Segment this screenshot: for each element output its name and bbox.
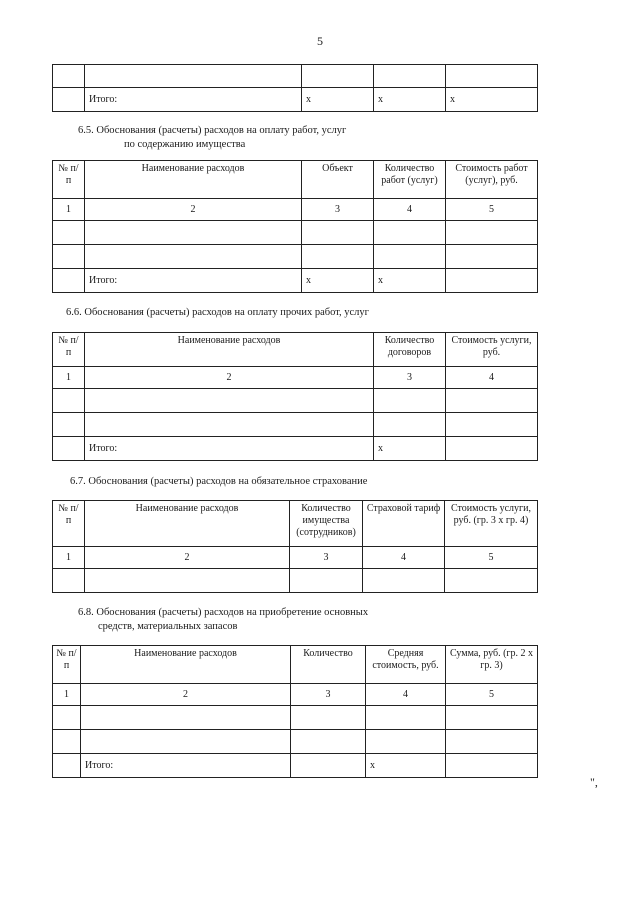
table-row	[53, 245, 538, 269]
table-header-row	[53, 333, 538, 367]
table-row	[53, 221, 538, 245]
header-cell: № п/п	[53, 333, 85, 367]
total-label: Итого:	[85, 88, 302, 112]
table-6-7	[52, 500, 538, 593]
total-mark: x	[302, 269, 374, 293]
total-mark: x	[374, 437, 446, 461]
total-label: Итого:	[85, 269, 302, 293]
column-number-row: 1 2 3 4 5	[53, 547, 538, 569]
header-cell: Наименование расходов	[85, 501, 290, 547]
total-label: Итого:	[81, 754, 291, 778]
header-cell: Объект	[302, 161, 374, 199]
table-row	[53, 706, 538, 730]
table-6-6	[52, 332, 538, 461]
section-6-7-heading: 6.7. Обоснования (расчеты) расходов на обязательное страхование	[70, 476, 368, 487]
table-6-5	[52, 160, 538, 293]
header-cell: Наименование расходов	[85, 161, 302, 199]
table-row	[53, 730, 538, 754]
table-row	[53, 389, 538, 413]
table-row	[53, 65, 538, 88]
header-cell: № п/п	[53, 501, 85, 547]
table-total-row	[53, 269, 538, 293]
header-cell: Стоимость услуги, руб.	[446, 333, 538, 367]
header-cell: Количество работ (услуг)	[374, 161, 446, 199]
header-cell: Наименование расходов	[81, 646, 291, 684]
table-header-row	[53, 501, 538, 547]
total-label: Итого:	[85, 437, 374, 461]
header-cell: № п/п	[53, 646, 81, 684]
header-cell: Страховой тариф	[363, 501, 445, 547]
header-cell: Стоимость работ (услуг), руб.	[446, 161, 538, 199]
column-number-row: 1 2 3 4 5	[53, 684, 538, 706]
header-cell: Наименование расходов	[85, 333, 374, 367]
section-6-6-heading: 6.6. Обоснования (расчеты) расходов на оплату прочих работ, услуг	[66, 307, 369, 318]
column-number-row: 1 2 3 4 5	[53, 199, 538, 221]
table-header-row	[53, 161, 538, 199]
table-total-row	[53, 437, 538, 461]
header-cell: Сумма, руб. (гр. 2 х гр. 3)	[446, 646, 538, 684]
total-mark: x	[374, 88, 446, 112]
header-cell: Стоимость услуги, руб. (гр. 3 х гр. 4)	[445, 501, 538, 547]
header-cell: Количество имущества (сотрудников)	[290, 501, 363, 547]
total-mark: x	[302, 88, 374, 112]
page-number: 5	[317, 34, 323, 48]
header-cell: № п/п	[53, 161, 85, 199]
section-6-8-heading: 6.8. Обоснования (расчеты) расходов на приобретение основных средств, материальных запасов	[78, 607, 369, 632]
table-row	[53, 569, 538, 593]
total-mark: x	[374, 269, 446, 293]
column-number-row: 1 2 3 4	[53, 367, 538, 389]
table-header-row	[53, 646, 538, 684]
table-6-8	[52, 645, 538, 778]
header-cell: Количество	[291, 646, 366, 684]
section-6-5-heading: 6.5. Обоснования (расчеты) расходов на оплату работ, услуг по содержанию имущества	[78, 125, 347, 150]
header-cell: Средняя стоимость, руб.	[366, 646, 446, 684]
closing-quote-mark: ",	[590, 775, 598, 789]
table-total-row	[53, 754, 538, 778]
total-mark: x	[446, 88, 538, 112]
table-total-row	[53, 88, 538, 112]
total-mark: x	[366, 754, 446, 778]
table-row	[53, 413, 538, 437]
header-cell: Количество договоров	[374, 333, 446, 367]
table-continuation	[52, 64, 538, 112]
